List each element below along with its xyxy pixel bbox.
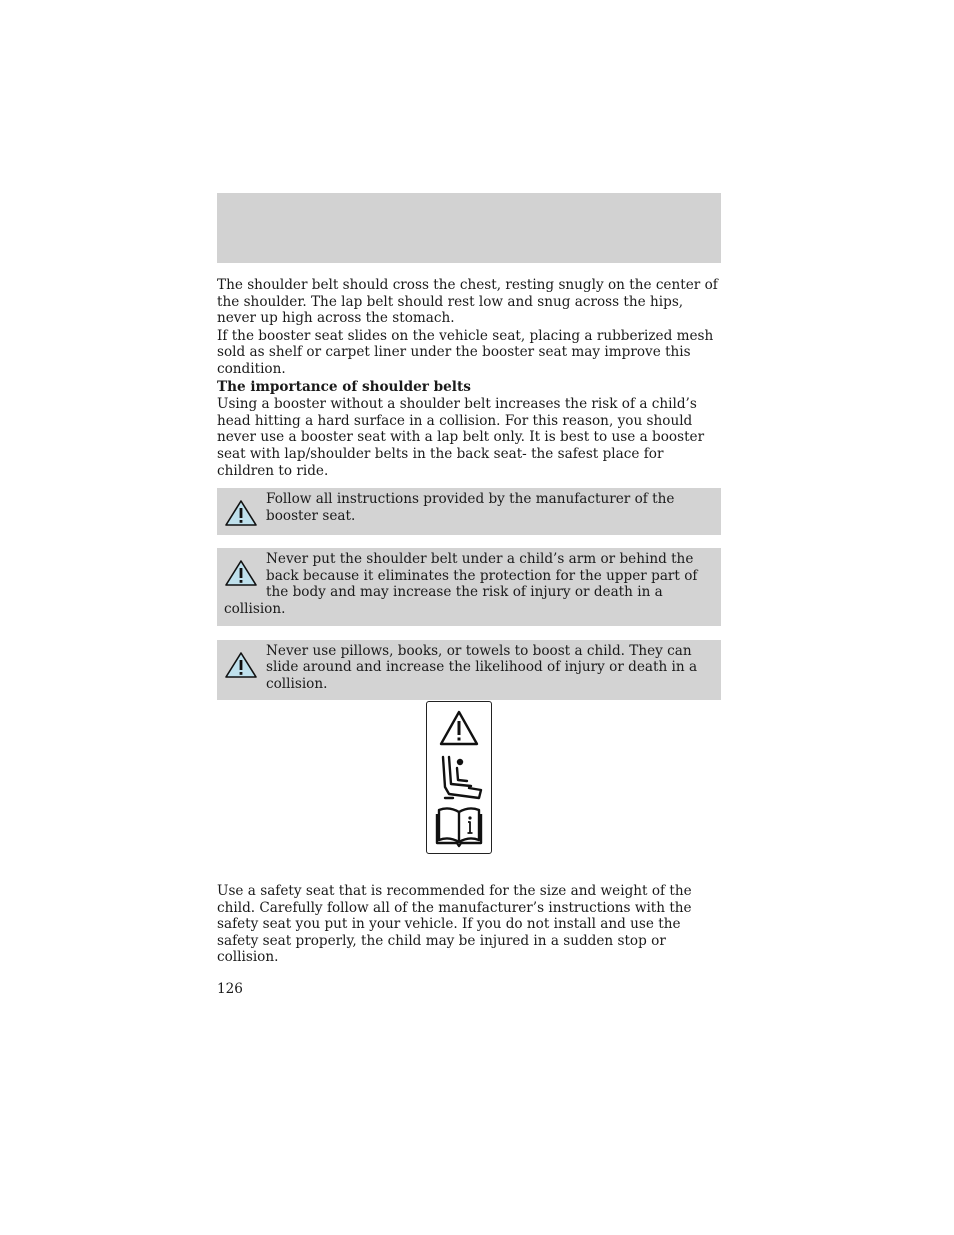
paragraph: Use a safety seat that is recommended for the size and weight of the child. Carefully follow all of the manufacturer’s instructions with the safety seat you put in your vehicle. If you do not install and use the safety seat properly, the child may be injured in a sudden stop or collision. — [217, 883, 692, 966]
warning-triangle-icon — [441, 712, 477, 744]
warning-icon — [224, 651, 258, 679]
safety-label-graphic — [427, 702, 491, 853]
warning-text: Follow all instructions provided by the manufacturer of the booster seat. — [266, 491, 675, 524]
paragraph: If the booster seat slides on the vehicle seat, placing a rubberized mesh sold as shelf or carpet liner under the booster seat may improve this condition. — [217, 327, 714, 377]
warning-text: Never use pillows, books, or towels to boost a child. They can slide around and increase the likelihood of injury or death in a collision. — [266, 642, 698, 692]
warning-icon — [224, 559, 258, 587]
warning-box — [217, 548, 721, 625]
warning-icon — [224, 499, 258, 527]
warning-box — [217, 640, 721, 701]
closing-section — [217, 883, 721, 967]
page-number: 126 — [217, 981, 243, 997]
warning-box — [217, 488, 721, 535]
main-content — [217, 277, 721, 700]
warning-text: Never put the shoulder belt under a child’s arm or behind the back because it eliminates the protection for the upper part of the body and may increase the risk of injury or death in a collision. — [224, 551, 698, 617]
child-seat-icon — [443, 757, 481, 798]
paragraph: Using a booster without a shoulder belt increases the risk of a child’s head hitting a hard surface in a collision. For this reason, you should never use a booster seat with a lap belt only. It is best to use a booster seat with lap/shoulder belts in the back seat- the safest place for children to ride. — [217, 396, 705, 479]
section-heading: The importance of shoulder belts — [217, 378, 471, 395]
owner-manual-icon — [437, 808, 481, 846]
header-band — [217, 193, 721, 263]
safety-label — [426, 701, 492, 854]
paragraph: The shoulder belt should cross the chest, resting snugly on the center of the shoulder. The lap belt should rest low and snug across the hips, never up high across the stomach. — [217, 277, 718, 327]
